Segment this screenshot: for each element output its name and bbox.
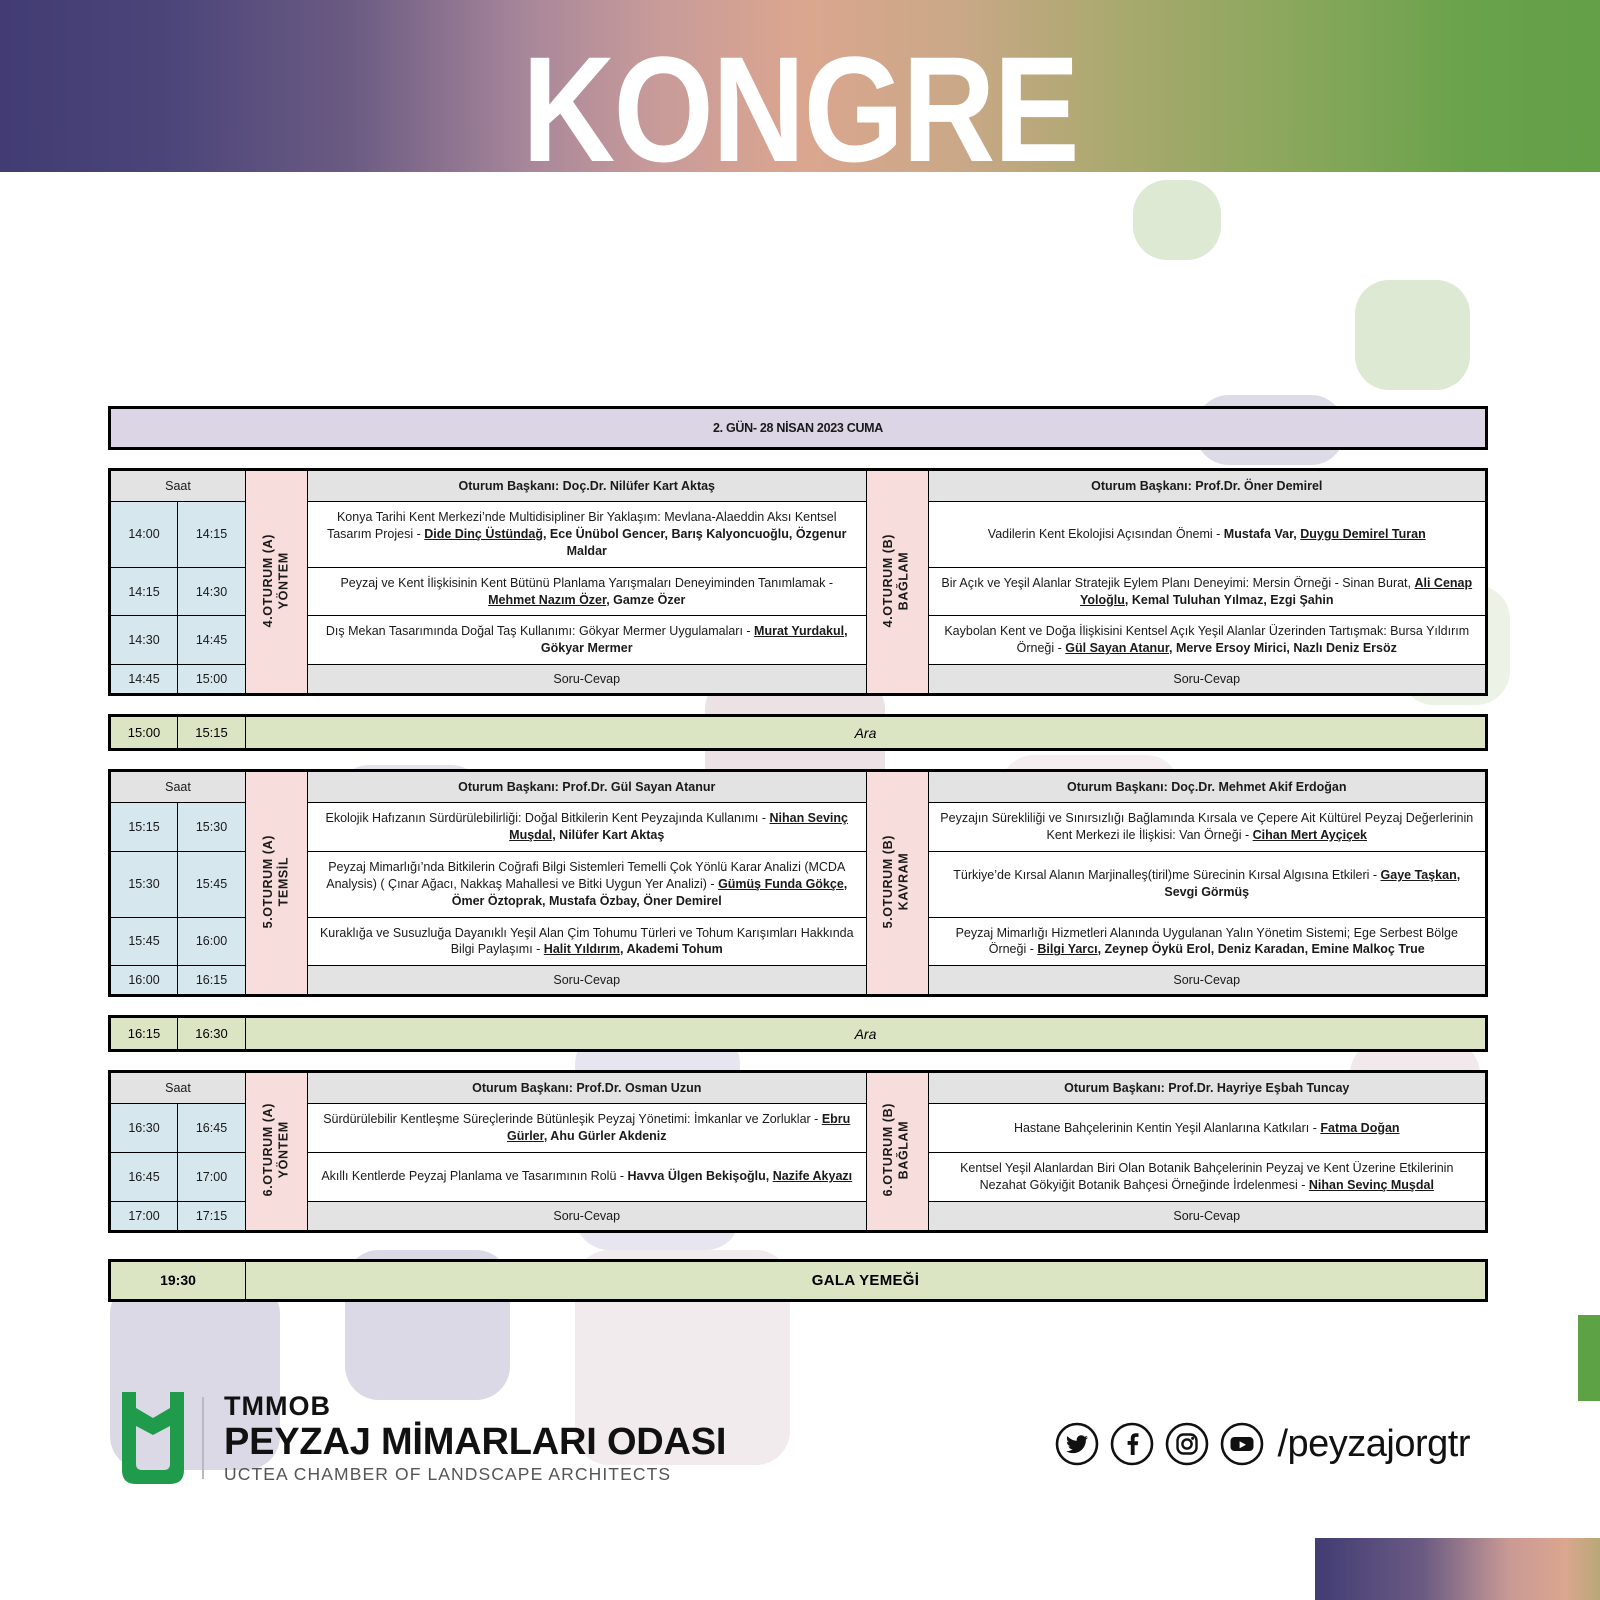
session-label-6a bbox=[246, 1072, 308, 1232]
table-row bbox=[110, 665, 1487, 695]
decor-blob-green-1 bbox=[1133, 180, 1221, 260]
table-row bbox=[110, 803, 1487, 852]
table-row bbox=[110, 1104, 1487, 1153]
table-row bbox=[110, 408, 1487, 449]
spacer bbox=[108, 450, 1488, 468]
decor-blob-green-2 bbox=[1355, 280, 1470, 390]
session-label-line2: YÖNTEM bbox=[276, 552, 291, 610]
talk-5b-3: Peyzaj Mimarlığı Hizmetleri Alanında Uygulanan Yalın Yönetim Sistemi; Ege Serbest Bölge Örneği - Bilgi Yarcı, Zeynep Öykü Erol, Deniz Karadan, Emine Malkoç True bbox=[928, 917, 1487, 966]
gala-time: 19:30 bbox=[110, 1260, 246, 1300]
time-start: 14:00 bbox=[110, 502, 178, 568]
time-end: 14:15 bbox=[178, 502, 246, 568]
day-title-table bbox=[108, 406, 1488, 450]
time-start: 16:45 bbox=[110, 1153, 178, 1202]
page-title: 2. GÜN- 28 NİSAN 2023 CUMA bbox=[110, 408, 1487, 449]
session-label-5a bbox=[246, 771, 308, 996]
table-row bbox=[110, 1201, 1487, 1231]
qa-6b: Soru-Cevap bbox=[928, 1201, 1487, 1231]
gala-row bbox=[108, 1259, 1488, 1302]
session-label-line2: BAĞLAM bbox=[897, 1120, 911, 1180]
session-label-line1: 4.OTURUM (B) bbox=[881, 533, 896, 628]
qa-6a: Soru-Cevap bbox=[308, 1201, 867, 1231]
qa-5a: Soru-Cevap bbox=[308, 966, 867, 996]
talk-5b-1: Peyzajın Sürekliliği ve Sınırsızlığı Bağlamında Kırsala ve Çepere Ait Kültürel Peyzaj Değerlerinin Kent Merkezi ile İlişkisi: Van Örneği - Cihan Mert Ayçiçek bbox=[928, 803, 1487, 852]
table-row bbox=[110, 1260, 1487, 1300]
time-start: 14:30 bbox=[110, 616, 178, 665]
spacer bbox=[108, 1233, 1488, 1259]
talk-5a-1: Ekolojik Hafızanın Sürdürülebilirliği: Doğal Bitkilerin Kent Peyzajında Kullanımı - Nihan Sevinç Muşdal, Nilüfer Kart Aktaş bbox=[308, 803, 867, 852]
talk-4b-1: Vadilerin Kent Ekolojisi Açısından Önemi - Mustafa Var, Duygu Demirel Turan bbox=[928, 502, 1487, 568]
footer bbox=[0, 1370, 1600, 1600]
saat-header: Saat bbox=[110, 771, 246, 803]
chair-5a: Oturum Başkanı: Prof.Dr. Gül Sayan Atanur bbox=[308, 771, 867, 803]
time-end: 14:30 bbox=[178, 567, 246, 616]
social-links bbox=[1055, 1422, 1470, 1466]
break-label: Ara bbox=[246, 1017, 1487, 1051]
session-label-line1: 6.OTURUM (B) bbox=[881, 1103, 896, 1197]
table-row bbox=[110, 966, 1487, 996]
time-start: 15:30 bbox=[110, 851, 178, 917]
break-row-2 bbox=[108, 1015, 1488, 1052]
instagram-icon[interactable] bbox=[1165, 1422, 1209, 1466]
session-label-4a bbox=[246, 470, 308, 695]
twitter-icon[interactable] bbox=[1055, 1422, 1099, 1466]
time-end: 14:45 bbox=[178, 616, 246, 665]
talk-5a-2: Peyzaj Mimarlığı’nda Bitkilerin Coğrafi Bilgi Sistemleri Temelli Çok Yönlü Karar Analizi (MCDA Analysis) ( Çınar Ağacı, Nakkaş Mahallesi ve Bitki Uygun Yer Analizi) - Gümüş Funda Gökçe, Ömer Öztoprak, Mustafa Özbay, Öner Demirel bbox=[308, 851, 867, 917]
break-start: 16:15 bbox=[110, 1017, 178, 1051]
talk-6a-1: Sürdürülebilir Kentleşme Süreçlerinde Bütünleşik Peyzaj Yönetimi: İmkanlar ve Zorluklar - Ebru Gürler, Ahu Gürler Akdeniz bbox=[308, 1104, 867, 1153]
time-start: 15:15 bbox=[110, 803, 178, 852]
time-end: 16:45 bbox=[178, 1104, 246, 1153]
break-end: 16:30 bbox=[178, 1017, 246, 1051]
header-banner bbox=[0, 0, 1600, 172]
spacer bbox=[108, 997, 1488, 1015]
break-row-1 bbox=[108, 714, 1488, 751]
table-row bbox=[110, 851, 1487, 917]
spacer bbox=[108, 751, 1488, 769]
table-row bbox=[110, 1017, 1487, 1051]
table-row bbox=[110, 567, 1487, 616]
chair-4b: Oturum Başkanı: Prof.Dr. Öner Demirel bbox=[928, 470, 1487, 502]
saat-header: Saat bbox=[110, 470, 246, 502]
qa-5b: Soru-Cevap bbox=[928, 966, 1487, 996]
session-label-6b bbox=[866, 1072, 928, 1232]
session-block-4 bbox=[108, 468, 1488, 696]
break-end: 15:15 bbox=[178, 716, 246, 750]
table-row bbox=[110, 1153, 1487, 1202]
schedule-container bbox=[108, 406, 1488, 1302]
table-row-header bbox=[110, 1072, 1487, 1104]
chair-6b: Oturum Başkanı: Prof.Dr. Hayriye Eşbah Tuncay bbox=[928, 1072, 1487, 1104]
session-label-line2: YÖNTEM bbox=[276, 1121, 291, 1179]
time-end: 15:45 bbox=[178, 851, 246, 917]
break-start: 15:00 bbox=[110, 716, 178, 750]
session-label-5b bbox=[866, 771, 928, 996]
saat-header: Saat bbox=[110, 1072, 246, 1104]
talk-4a-3: Dış Mekan Tasarımında Doğal Taş Kullanımı: Gökyar Mermer Uygulamaları - Murat Yurdakul, Gökyar Mermer bbox=[308, 616, 867, 665]
talk-6b-1: Hastane Bahçelerinin Kentin Yeşil Alanlarına Katkıları - Fatma Doğan bbox=[928, 1104, 1487, 1153]
session-label-4b bbox=[866, 470, 928, 695]
talk-4b-2: Bir Açık ve Yeşil Alanlar Stratejik Eylem Planı Deneyimi: Mersin Örneği - Sinan Burat, Ali Cenap Yoloğlu, Kemal Tuluhan Yılmaz, Ezgi Şahin bbox=[928, 567, 1487, 616]
table-row-header bbox=[110, 470, 1487, 502]
talk-4a-1: Konya Tarihi Kent Merkezi’nde Multidisipliner Bir Yaklaşım: Mevlana-Alaeddin Aksı Kentsel Tasarım Projesi - Dide Dinç Üstündağ, Ece Ünübol Gencer, Barış Kalyoncuoğlu, Özgenur Maldar bbox=[308, 502, 867, 568]
organization-logo bbox=[122, 1392, 726, 1484]
session-label-line1: 5.OTURUM (B) bbox=[881, 835, 896, 929]
session-block-5 bbox=[108, 769, 1488, 997]
chair-4a: Oturum Başkanı: Doç.Dr. Nilüfer Kart Aktaş bbox=[308, 470, 867, 502]
chair-5b: Oturum Başkanı: Doç.Dr. Mehmet Akif Erdoğan bbox=[928, 771, 1487, 803]
session-label-line1: 6.OTURUM (A) bbox=[260, 1103, 275, 1197]
time-end: 16:00 bbox=[178, 917, 246, 966]
qa-4b: Soru-Cevap bbox=[928, 665, 1487, 695]
youtube-icon[interactable] bbox=[1220, 1422, 1264, 1466]
spacer bbox=[108, 696, 1488, 714]
time-end: 16:15 bbox=[178, 966, 246, 996]
session-label-line2: BAĞLAM bbox=[897, 551, 911, 610]
time-start: 16:00 bbox=[110, 966, 178, 996]
qa-4a: Soru-Cevap bbox=[308, 665, 867, 695]
org-line-1: TMMOB bbox=[224, 1390, 331, 1421]
table-row bbox=[110, 502, 1487, 568]
org-line-3: UCTEA CHAMBER OF LANDSCAPE ARCHITECTS bbox=[224, 1463, 672, 1484]
session-label-line2: KAVRAM bbox=[897, 852, 911, 911]
time-start: 14:15 bbox=[110, 567, 178, 616]
session-label-line2: TEMSİL bbox=[276, 856, 291, 907]
logo-divider bbox=[202, 1397, 204, 1479]
talk-6a-2: Akıllı Kentlerde Peyzaj Planlama ve Tasarımının Rolü - Havva Ülgen Bekişoğlu, Nazife Akyazı bbox=[308, 1153, 867, 1202]
gala-label: GALA YEMEĞİ bbox=[246, 1260, 1487, 1300]
session-label-line1: 5.OTURUM (A) bbox=[260, 835, 275, 929]
table-row bbox=[110, 917, 1487, 966]
talk-4a-2: Peyzaj ve Kent İlişkisinin Kent Bütünü Planlama Yarışmaları Deneyiminden Tanımlamak - Mehmet Nazım Özer, Gamze Özer bbox=[308, 567, 867, 616]
talk-5a-3: Kuraklığa ve Susuzluğa Dayanıklı Yeşil Alan Çim Tohumu Türleri ve Tohum Karışımları Hakkında Bilgi Paylaşımı - Halit Yıldırım, Akademi Tohum bbox=[308, 917, 867, 966]
session-block-6 bbox=[108, 1070, 1488, 1233]
time-end: 15:00 bbox=[178, 665, 246, 695]
social-handle[interactable]: /peyzajorgtr bbox=[1277, 1422, 1470, 1465]
tmmob-logo-icon bbox=[122, 1392, 184, 1484]
session-label-line1: 4.OTURUM (A) bbox=[260, 533, 275, 628]
organization-name bbox=[224, 1390, 727, 1484]
time-start: 17:00 bbox=[110, 1201, 178, 1231]
break-label: Ara bbox=[246, 716, 1487, 750]
talk-5b-2: Türkiye’de Kırsal Alanın Marjinalleş(tiril)me Sürecinin Kırsal Algısına Etkileri - Gaye Taşkan, Sevgi Görmüş bbox=[928, 851, 1487, 917]
table-row bbox=[110, 616, 1487, 665]
spacer bbox=[108, 1052, 1488, 1070]
time-start: 14:45 bbox=[110, 665, 178, 695]
time-start: 16:30 bbox=[110, 1104, 178, 1153]
chair-6a: Oturum Başkanı: Prof.Dr. Osman Uzun bbox=[308, 1072, 867, 1104]
org-line-2: PEYZAJ MİMARLARI ODASI bbox=[224, 1420, 727, 1463]
talk-4b-3: Kaybolan Kent ve Doğa İlişkisini Kentsel Açık Yeşil Alanlar Üzerinden Tartışmak: Bursa Yıldırım Örneği - Gül Sayan Atanur, Merve Ersoy Mirici, Nazlı Deniz Ersöz bbox=[928, 616, 1487, 665]
time-end: 15:30 bbox=[178, 803, 246, 852]
time-end: 17:15 bbox=[178, 1201, 246, 1231]
table-row-header bbox=[110, 771, 1487, 803]
time-end: 17:00 bbox=[178, 1153, 246, 1202]
time-start: 15:45 bbox=[110, 917, 178, 966]
facebook-icon[interactable] bbox=[1110, 1422, 1154, 1466]
banner-title: KONGRE bbox=[522, 25, 1078, 172]
table-row bbox=[110, 716, 1487, 750]
talk-6b-2: Kentsel Yeşil Alanlardan Biri Olan Botanik Bahçelerinin Peyzaj ve Kent Üzerine Etkilerinin Nezahat Gökyiğit Botanik Bahçesi Örneğinde İrdelenmesi - Nihan Sevinç Muşdal bbox=[928, 1153, 1487, 1202]
